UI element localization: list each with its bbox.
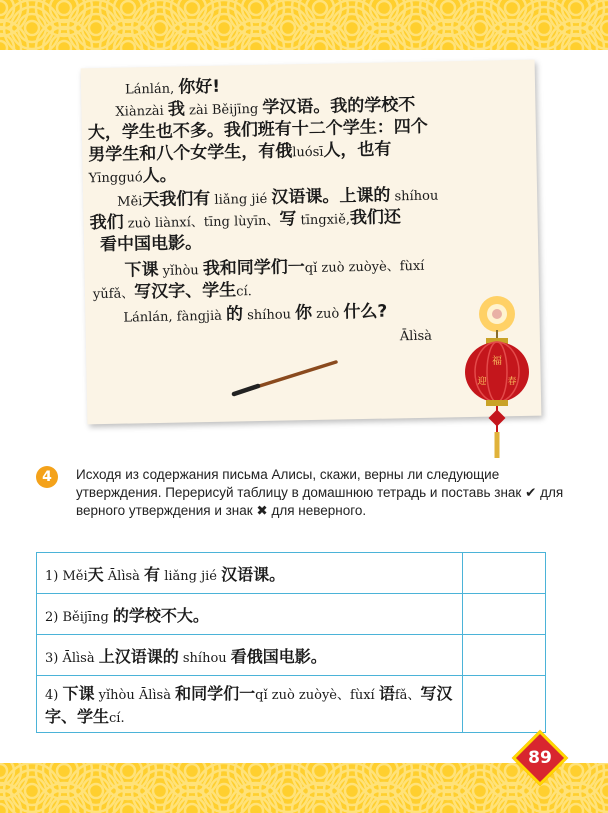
letter-text-span: liǎng jié bbox=[210, 191, 272, 208]
letter-line bbox=[93, 281, 252, 304]
letter-text-span: 人，也有 bbox=[323, 139, 392, 161]
letter-text-span: shíhou bbox=[390, 188, 439, 205]
letter-text-span: qǐ zuò zuòyè、fùxí bbox=[304, 258, 425, 277]
letter-text-span: 你 bbox=[294, 302, 313, 324]
letter-text-span: 我和同学们一 bbox=[202, 257, 306, 280]
letter-line bbox=[89, 208, 401, 234]
letter-text-span: 我 bbox=[167, 99, 186, 120]
letter-text-span: yǐhòu bbox=[158, 263, 204, 279]
statement-cell bbox=[37, 676, 463, 733]
letter-text-span: 的 bbox=[225, 304, 244, 325]
letter-line bbox=[89, 167, 177, 189]
statement-text: 3) Ālìsà bbox=[45, 650, 99, 666]
wave-pattern-top bbox=[0, 0, 608, 50]
page-number-badge bbox=[512, 730, 568, 786]
statement-text: 2) Běijīng bbox=[45, 609, 113, 625]
letter-text-span: 什么? bbox=[343, 301, 388, 323]
letter-text-span: Yīngguó bbox=[88, 170, 143, 187]
statement-cell bbox=[37, 594, 463, 635]
letter-text-span: 学汉语。我的学校不 bbox=[262, 94, 416, 118]
letter-text-span: 男学生和八个女学生，有俄 bbox=[88, 141, 293, 166]
task-instruction: Исходя из содержания письма Алисы, скажи, верны ли следующие утверждения. Перерисуй таблицу в домашнюю тетрадь и поставь знак ✔ для верного утверждения и знак ✖ для неверного. bbox=[76, 467, 564, 518]
statement-table bbox=[36, 552, 546, 733]
letter-text-span: 我们 bbox=[89, 212, 124, 234]
statement-text: shíhou bbox=[178, 650, 231, 666]
top-decorative-band bbox=[0, 0, 608, 50]
letter-text-span: luósī bbox=[292, 144, 324, 161]
letter-text-span: Ālìsà bbox=[399, 328, 433, 345]
letter-line bbox=[124, 256, 424, 282]
letter-text-span: shíhou bbox=[242, 307, 296, 324]
lantern-char-3: 春 bbox=[507, 377, 517, 387]
statement-text: fǎ、 bbox=[394, 688, 421, 703]
letter-text-span: Lánlán, fàngjià bbox=[123, 308, 227, 326]
lantern-char-1: 福 bbox=[492, 356, 502, 367]
statement-text: qǐ zuò zuòyè、fùxí bbox=[255, 688, 379, 703]
letter-text-span: 看中国电影。 bbox=[99, 233, 203, 256]
statement-text: cí. bbox=[109, 711, 125, 726]
table-row bbox=[37, 594, 546, 635]
task-number-badge: 4 bbox=[36, 466, 58, 488]
statement-text: Ālìsà bbox=[103, 568, 145, 584]
letter-text-span: 下课 bbox=[124, 259, 159, 281]
letter-text-span: yǔfǎ、 bbox=[92, 286, 135, 303]
letter-line bbox=[123, 303, 387, 328]
statement-text: 天 bbox=[87, 564, 104, 584]
letter-line bbox=[400, 328, 432, 347]
letter-text-span: 大，学生也不多。我们班有十二个学生：四个 bbox=[87, 116, 429, 144]
statement-text: yǐhòu Ālìsà bbox=[94, 688, 176, 703]
answer-cell bbox=[463, 553, 546, 594]
statement-text: 的学校不大。 bbox=[112, 605, 209, 625]
statement-text: 语 bbox=[378, 684, 395, 703]
statement-text: 下课 bbox=[62, 684, 95, 703]
letter-text-span: Měi bbox=[117, 194, 143, 210]
letter-text-span: 汉语课。上课的 bbox=[271, 185, 391, 208]
statement-text: 上汉语课的 bbox=[98, 646, 179, 666]
letter-line bbox=[88, 140, 392, 166]
answer-cell bbox=[463, 594, 546, 635]
statement-text: 写汉字、学生 bbox=[45, 684, 453, 726]
red-lantern-icon bbox=[456, 292, 538, 462]
letter-text-span: 写汉字、学生 bbox=[134, 280, 237, 303]
table-row bbox=[37, 553, 546, 594]
letter-text-span: zuò liànxí、tīng lùyīn、 bbox=[123, 213, 280, 232]
statement-cell bbox=[37, 635, 463, 676]
statement-text: 看俄国电影。 bbox=[230, 646, 327, 666]
page-number: 89 bbox=[528, 748, 552, 768]
table-row bbox=[37, 635, 546, 676]
answer-cell bbox=[463, 635, 546, 676]
brush-pen-icon bbox=[228, 356, 342, 400]
statement-text: 1) Měi bbox=[45, 568, 88, 584]
letter-text-span: 人。 bbox=[142, 165, 177, 187]
letter-text-span: Xiànzài bbox=[115, 103, 169, 120]
letter-text-span: zài Běijīng bbox=[184, 101, 263, 119]
letter-text-span: 天我们有 bbox=[142, 188, 211, 211]
letter-text-span: cí. bbox=[236, 284, 252, 300]
answer-cell bbox=[463, 676, 546, 733]
letter-text-span: 你好! bbox=[178, 76, 221, 98]
letter-text-span: 写 bbox=[279, 209, 297, 230]
letter-line bbox=[125, 78, 220, 100]
statement-cell bbox=[37, 553, 463, 594]
statement-text: 4) bbox=[45, 688, 63, 703]
table-row bbox=[37, 676, 546, 733]
statement-text: 汉语课。 bbox=[221, 564, 286, 584]
statement-text: liǎng jié bbox=[160, 568, 222, 584]
statement-text: 有 bbox=[144, 564, 161, 584]
letter-text-span: zuò bbox=[311, 306, 344, 322]
lantern-char-2: 迎 bbox=[477, 377, 487, 387]
letter-line bbox=[100, 234, 202, 256]
letter-text-span: tīngxiě, bbox=[296, 212, 351, 229]
letter-text-span: 我们还 bbox=[349, 207, 402, 229]
letter-text-span: Lánlán, bbox=[124, 81, 179, 98]
statement-text: 和同学们一 bbox=[175, 684, 256, 703]
